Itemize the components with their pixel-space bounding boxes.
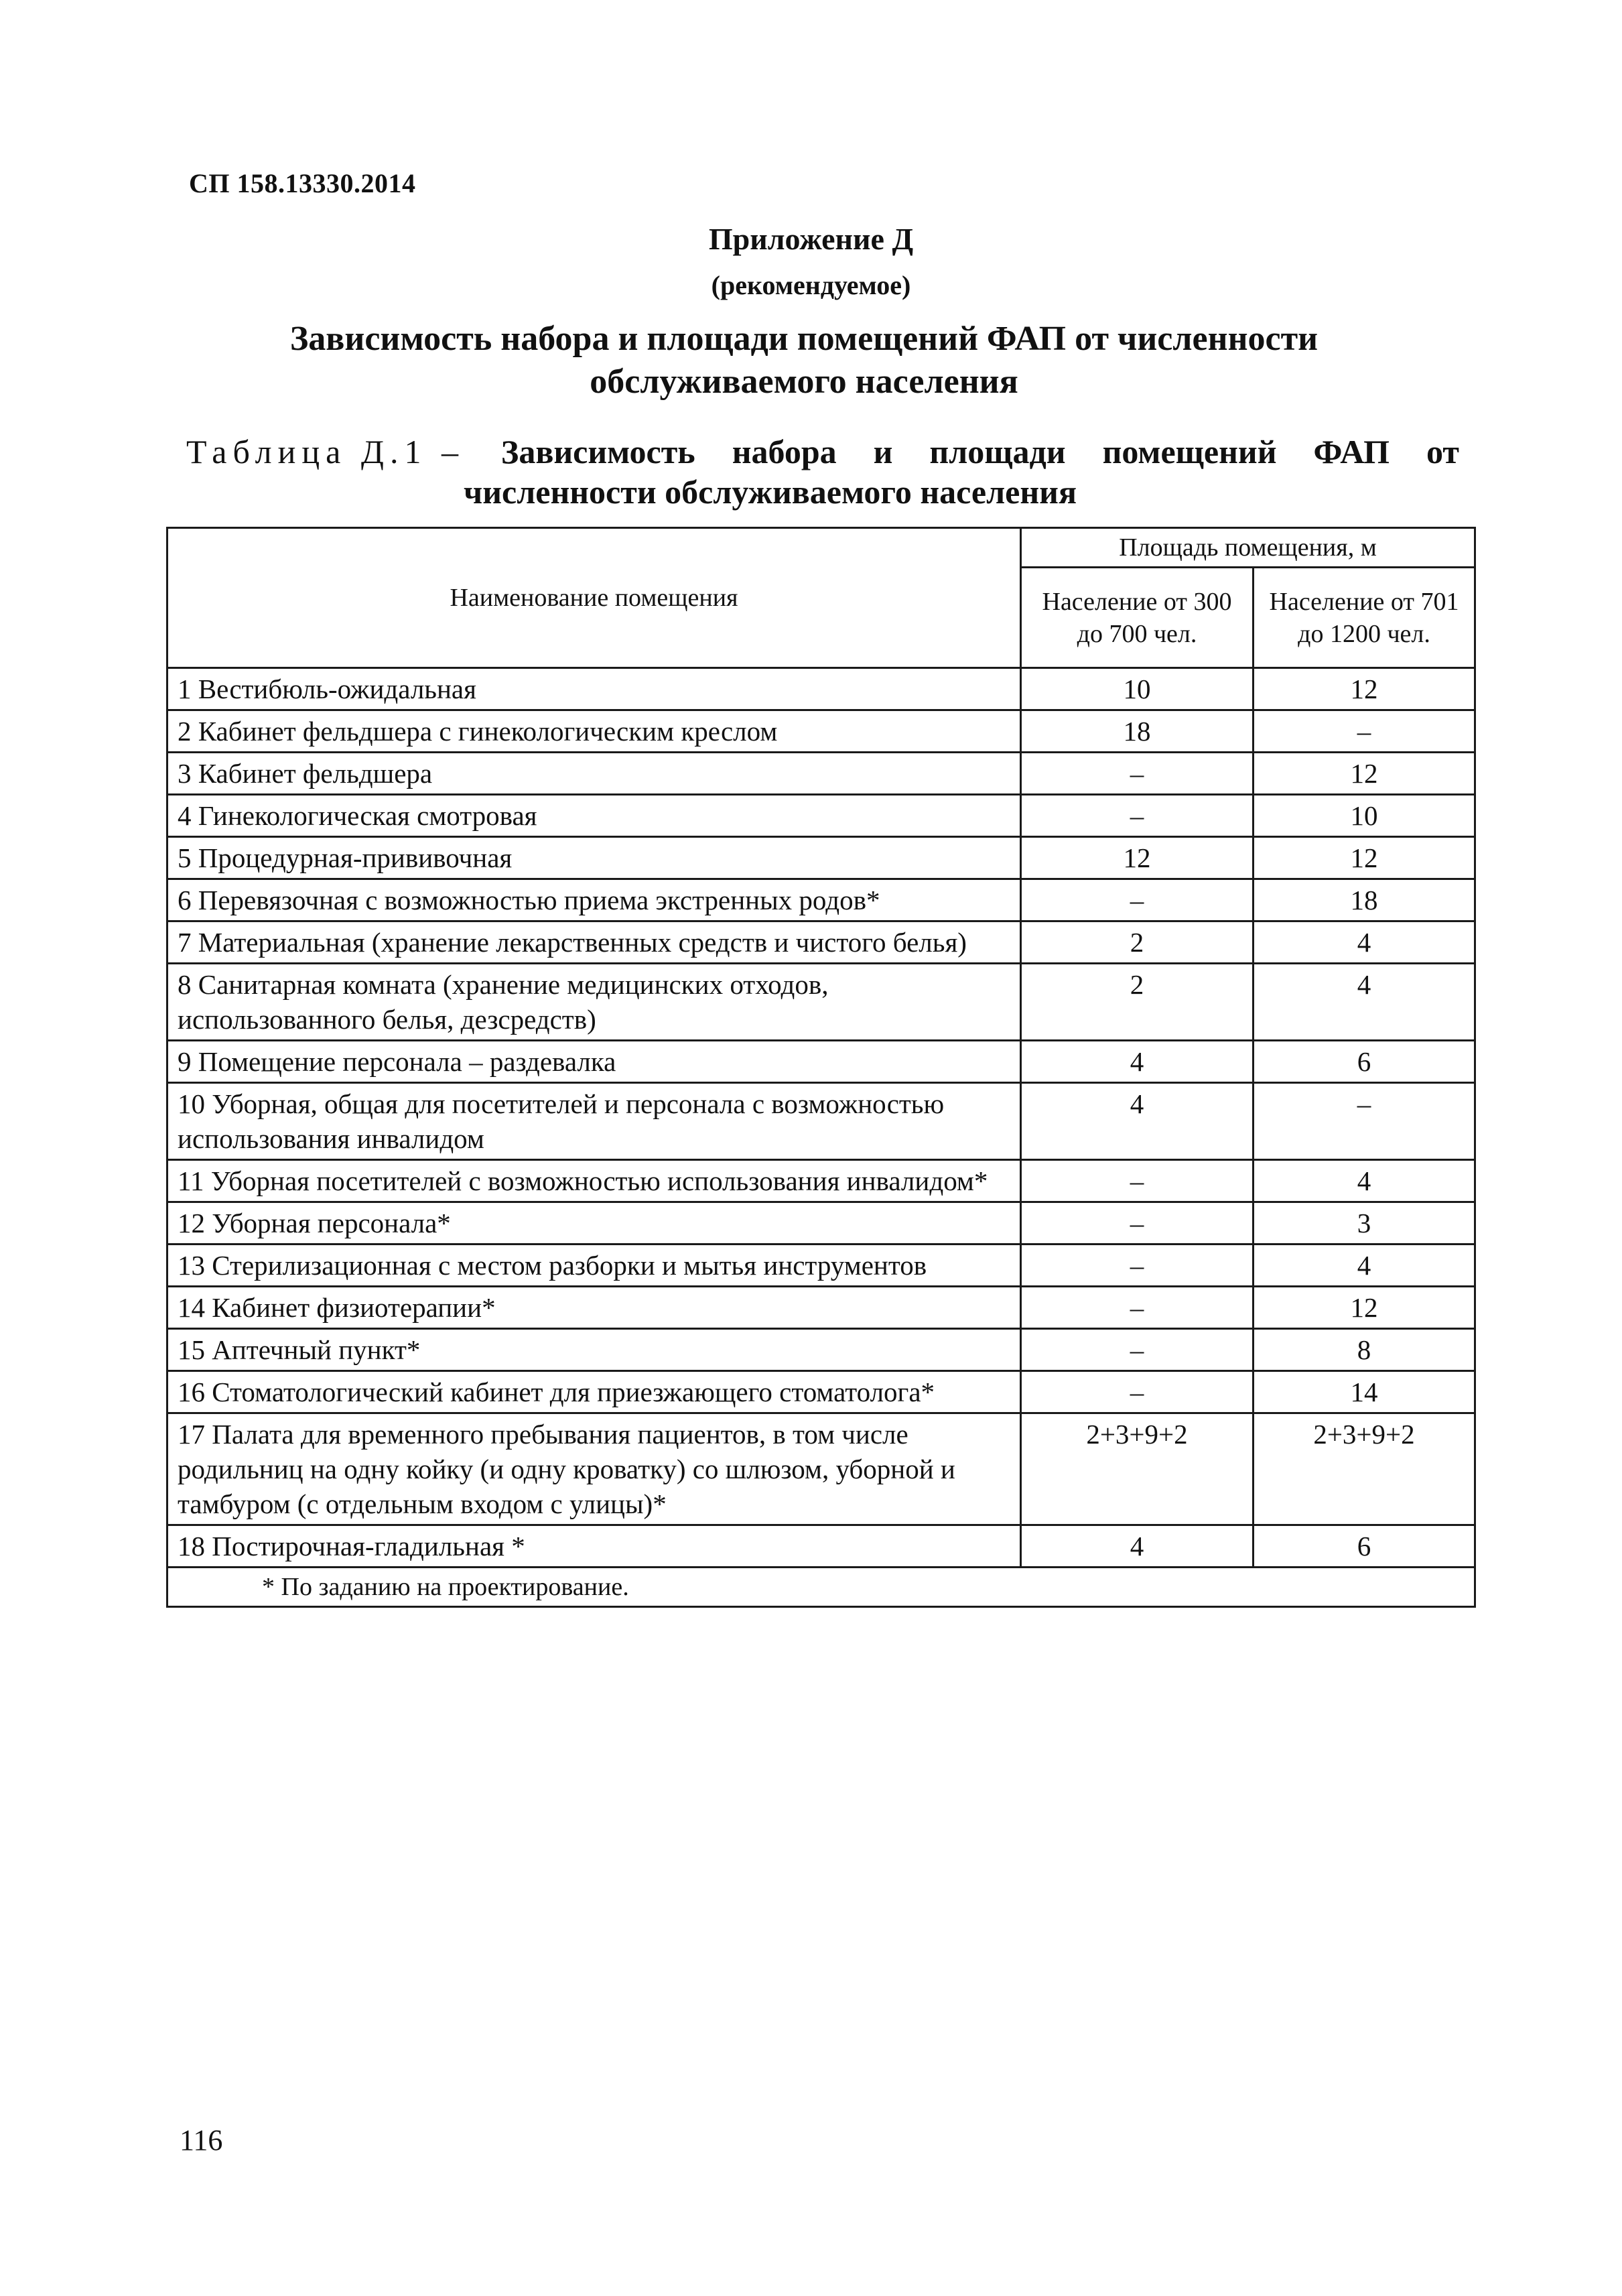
table-row — [167, 1413, 1475, 1525]
page-number: 116 — [180, 2124, 223, 2157]
area-701-1200-cell: 4 — [1254, 1245, 1475, 1287]
table-row — [167, 1287, 1475, 1329]
area-701-1200-cell: 12 — [1254, 753, 1475, 795]
area-701-1200-cell: 12 — [1254, 668, 1475, 710]
area-300-700-cell: 4 — [1021, 1083, 1254, 1160]
room-name-cell: 9 Помещение персонала – раздевалка — [167, 1041, 1021, 1083]
table-caption-word: помещений — [1102, 433, 1277, 470]
area-701-1200-cell: 2+3+9+2 — [1254, 1413, 1475, 1525]
area-300-700-cell: 4 — [1021, 1041, 1254, 1083]
table-footnote: * По заданию на проектирование. — [167, 1568, 1475, 1607]
room-name-cell: 14 Кабинет физиотерапии* — [167, 1287, 1021, 1329]
table-row — [167, 1329, 1475, 1371]
area-300-700-cell: – — [1021, 1245, 1254, 1287]
table-body — [167, 668, 1475, 1568]
area-300-700-cell: 2 — [1021, 921, 1254, 964]
table-row — [167, 668, 1475, 710]
table-caption-word: от — [1426, 433, 1459, 470]
table-caption-label: Таблица Д.1 – — [186, 433, 464, 470]
area-300-700-cell: 18 — [1021, 710, 1254, 753]
table-row — [167, 1525, 1475, 1568]
header-population-300-700: Население от 300 до 700 чел. — [1021, 568, 1254, 668]
area-701-1200-cell: 6 — [1254, 1525, 1475, 1568]
table-caption-line-1 — [186, 432, 1459, 472]
header-population-701-1200: Население от 701 до 1200 чел. — [1254, 568, 1475, 668]
area-701-1200-cell: 14 — [1254, 1371, 1475, 1413]
table-row — [167, 1371, 1475, 1413]
area-300-700-cell: – — [1021, 1287, 1254, 1329]
table-row — [167, 1245, 1475, 1287]
table-caption-word: и — [873, 433, 893, 470]
area-300-700-cell: 10 — [1021, 668, 1254, 710]
area-300-700-cell: 12 — [1021, 837, 1254, 879]
table-row — [167, 1202, 1475, 1245]
area-300-700-cell: – — [1021, 1329, 1254, 1371]
table-row — [167, 964, 1475, 1041]
table-caption-word: набора — [732, 433, 837, 470]
room-name-cell: 13 Стерилизационная с местом разборки и мытья инструментов — [167, 1245, 1021, 1287]
area-701-1200-cell: – — [1254, 710, 1475, 753]
main-title: Зависимость набора и площади помещений ФАП от численности обслуживаемого населения — [289, 320, 1319, 401]
table-row — [167, 1083, 1475, 1160]
room-name-cell: 18 Постирочная-гладильная * — [167, 1525, 1021, 1568]
room-name-cell: 1 Вестибюль-ожидальная — [167, 668, 1021, 710]
table-caption-word: ФАП — [1313, 433, 1390, 470]
table-caption-line-2: численности обслуживаемого населения — [464, 473, 1077, 511]
area-300-700-cell: – — [1021, 795, 1254, 837]
room-name-cell: 6 Перевязочная с возможностью приема экстренных родов* — [167, 879, 1021, 921]
area-701-1200-cell: 12 — [1254, 1287, 1475, 1329]
table-row — [167, 837, 1475, 879]
room-name-cell: 2 Кабинет фельдшера с гинекологическим креслом — [167, 710, 1021, 753]
room-name-cell: 10 Уборная, общая для посетителей и персонала с возможностью использования инвалидом — [167, 1083, 1021, 1160]
area-701-1200-cell: 10 — [1254, 795, 1475, 837]
table-caption-word: Зависимость — [500, 433, 695, 470]
room-name-cell: 7 Материальная (хранение лекарственных средств и чистого белья) — [167, 921, 1021, 964]
table-row — [167, 753, 1475, 795]
table-caption — [186, 432, 1459, 512]
table-caption-word: площади — [929, 433, 1066, 470]
table-row — [167, 710, 1475, 753]
document-code: СП 158.13330.2014 — [189, 168, 416, 198]
room-name-cell: 15 Аптечный пункт* — [167, 1329, 1021, 1371]
area-300-700-cell: 4 — [1021, 1525, 1254, 1568]
area-701-1200-cell: 3 — [1254, 1202, 1475, 1245]
area-300-700-cell: – — [1021, 753, 1254, 795]
area-701-1200-cell: 6 — [1254, 1041, 1475, 1083]
room-name-cell: 17 Палата для временного пребывания пациентов, в том числе родильниц на одну койку (и одну кроватку) со шлюзом, уборной и тамбуром (с отдельным входом с улицы)* — [167, 1413, 1021, 1525]
area-701-1200-cell: 12 — [1254, 837, 1475, 879]
area-701-1200-cell: 4 — [1254, 1160, 1475, 1202]
room-name-cell: 5 Процедурная-прививочная — [167, 837, 1021, 879]
room-name-cell: 11 Уборная посетителей с возможностью использования инвалидом* — [167, 1160, 1021, 1202]
area-300-700-cell: – — [1021, 1202, 1254, 1245]
room-name-cell: 8 Санитарная комната (хранение медицинских отходов, использованного белья, дезсредств) — [167, 964, 1021, 1041]
room-name-cell: 12 Уборная персонала* — [167, 1202, 1021, 1245]
table-row — [167, 1041, 1475, 1083]
area-300-700-cell: – — [1021, 879, 1254, 921]
table-row — [167, 795, 1475, 837]
header-room-name: Наименование помещения — [167, 528, 1021, 668]
appendix-title: Приложение Д — [708, 222, 914, 256]
area-701-1200-cell: – — [1254, 1083, 1475, 1160]
header-area-group: Площадь помещения, м — [1021, 528, 1475, 568]
area-300-700-cell: 2+3+9+2 — [1021, 1413, 1254, 1525]
rooms-area-table — [166, 527, 1476, 1608]
table-row — [167, 921, 1475, 964]
area-300-700-cell: – — [1021, 1371, 1254, 1413]
room-name-cell: 4 Гинекологическая смотровая — [167, 795, 1021, 837]
table-row — [167, 1160, 1475, 1202]
area-701-1200-cell: 4 — [1254, 964, 1475, 1041]
area-300-700-cell: 2 — [1021, 964, 1254, 1041]
room-name-cell: 16 Стоматологический кабинет для приезжающего стоматолога* — [167, 1371, 1021, 1413]
area-701-1200-cell: 8 — [1254, 1329, 1475, 1371]
area-701-1200-cell: 18 — [1254, 879, 1475, 921]
area-701-1200-cell: 4 — [1254, 921, 1475, 964]
area-300-700-cell: – — [1021, 1160, 1254, 1202]
room-name-cell: 3 Кабинет фельдшера — [167, 753, 1021, 795]
table-row — [167, 879, 1475, 921]
appendix-subtitle: (рекомендуемое) — [711, 270, 911, 300]
